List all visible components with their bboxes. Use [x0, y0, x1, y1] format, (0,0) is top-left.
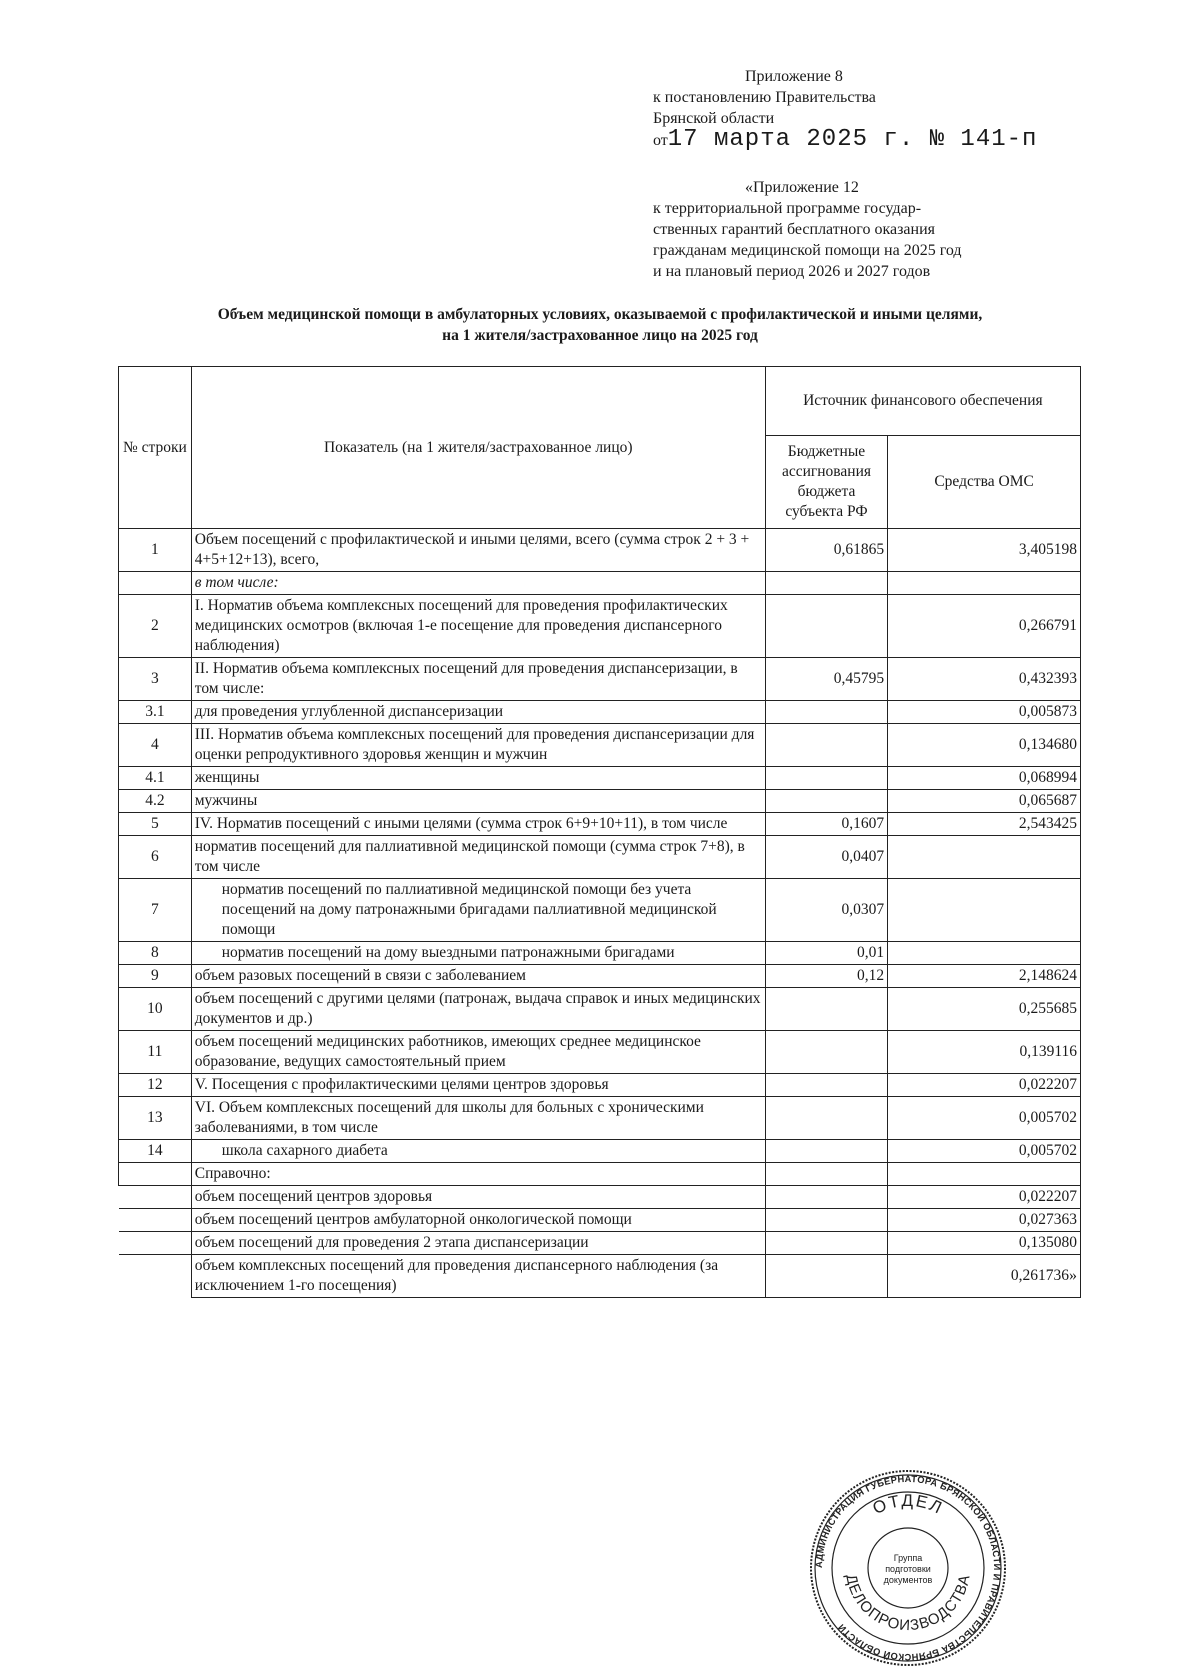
row-indicator: Справочно: — [191, 1163, 765, 1186]
row-budget — [765, 701, 887, 724]
row-budget — [765, 1097, 887, 1140]
resolution-date — [653, 126, 1053, 153]
row-oms: 0,022207 — [888, 1186, 1081, 1209]
row-number: 13 — [119, 1097, 192, 1140]
row-number — [119, 1232, 192, 1255]
program-line-3: гражданам медицинской помощи на 2025 год — [653, 242, 962, 259]
row-number: 5 — [119, 813, 192, 836]
table-row — [119, 1097, 1081, 1140]
row-oms: 0,135080 — [888, 1232, 1081, 1255]
title-line-1: Объем медицинской помощи в амбулаторных условиях, оказываемой с профилактической и иными целями, — [217, 306, 983, 323]
row-oms: 2,148624 — [888, 965, 1081, 988]
row-oms: 0,065687 — [888, 790, 1081, 813]
header-indicator: Показатель (на 1 жителя/застрахованное лицо) — [191, 367, 765, 529]
table-body — [119, 529, 1081, 1298]
row-oms: 3,405198 — [888, 529, 1081, 572]
row-oms: 2,543425 — [888, 813, 1081, 836]
row-number: 4.1 — [119, 767, 192, 790]
row-budget — [765, 790, 887, 813]
row-budget — [765, 595, 887, 658]
row-number: 8 — [119, 942, 192, 965]
row-budget — [765, 1186, 887, 1209]
appendix-header — [653, 66, 1053, 282]
row-budget — [765, 1255, 887, 1298]
row-indicator: школа сахарного диабета — [191, 1140, 765, 1163]
row-budget — [765, 1031, 887, 1074]
program-line-2: ственных гарантий бесплатного оказания — [653, 221, 935, 238]
table-row — [119, 965, 1081, 988]
row-oms — [888, 1163, 1081, 1186]
row-oms: 0,134680 — [888, 724, 1081, 767]
row-budget: 0,45795 — [765, 658, 887, 701]
program-line-4: и на плановый период 2026 и 2027 годов — [653, 263, 931, 280]
row-number: 9 — [119, 965, 192, 988]
row-budget: 0,1607 — [765, 813, 887, 836]
row-budget: 0,12 — [765, 965, 887, 988]
table-row — [119, 1163, 1081, 1186]
appendix12-label: «Приложение 12 — [745, 179, 859, 196]
row-number — [119, 1186, 192, 1209]
row-oms: 0,266791 — [888, 595, 1081, 658]
table-row — [119, 1255, 1081, 1298]
row-number — [119, 572, 192, 595]
row-indicator: мужчины — [191, 790, 765, 813]
row-indicator: объем посещений с другими целями (патронаж, выдача справок и иных медицинских документов и др.) — [191, 988, 765, 1031]
row-oms: 0,068994 — [888, 767, 1081, 790]
row-indicator: объем посещений для проведения 2 этапа диспансеризации — [191, 1232, 765, 1255]
row-number: 6 — [119, 836, 192, 879]
stamp-center-2: подготовки — [885, 1564, 931, 1574]
row-number: 14 — [119, 1140, 192, 1163]
header-row-num: № строки — [119, 367, 192, 529]
table-row — [119, 529, 1081, 572]
row-number: 4 — [119, 724, 192, 767]
row-oms — [888, 572, 1081, 595]
row-indicator: для проведения углубленной диспансеризации — [191, 701, 765, 724]
stamp-center-1: Группа — [893, 1553, 923, 1563]
table-row — [119, 1232, 1081, 1255]
official-stamp — [808, 1468, 1008, 1668]
table-row — [119, 942, 1081, 965]
row-indicator: объем посещений медицинских работников, имеющих среднее медицинское образование, ведущих самостоятельный прием — [191, 1031, 765, 1074]
row-budget: 0,0407 — [765, 836, 887, 879]
row-number: 7 — [119, 879, 192, 942]
row-oms: 0,005702 — [888, 1097, 1081, 1140]
region: Брянской области — [653, 110, 775, 127]
table-row — [119, 658, 1081, 701]
row-budget: 0,01 — [765, 942, 887, 965]
row-budget — [765, 1163, 887, 1186]
row-budget: 0,61865 — [765, 529, 887, 572]
program-line-1: к территориальной программе государ- — [653, 200, 922, 217]
row-budget — [765, 988, 887, 1031]
table-row — [119, 767, 1081, 790]
table-row — [119, 595, 1081, 658]
table-row — [119, 1074, 1081, 1097]
table-row — [119, 790, 1081, 813]
row-oms — [888, 942, 1081, 965]
row-oms: 0,261736» — [888, 1255, 1081, 1298]
row-number: 1 — [119, 529, 192, 572]
header-oms: Средства ОМС — [888, 436, 1081, 529]
row-indicator: норматив посещений по паллиативной медицинской помощи без учета посещений на дому патронажными бригадами паллиативной медицинской помощи — [191, 879, 765, 942]
row-number: 3 — [119, 658, 192, 701]
table-row — [119, 879, 1081, 942]
table-row — [119, 1209, 1081, 1232]
row-indicator: норматив посещений для паллиативной медицинской помощи (сумма строк 7+8), в том числе — [191, 836, 765, 879]
row-budget — [765, 1209, 887, 1232]
row-number — [119, 1163, 192, 1186]
closing-quote: » — [1069, 1267, 1077, 1284]
row-number: 10 — [119, 988, 192, 1031]
row-indicator: II. Норматив объема комплексных посещений для проведения диспансеризации, в том числе: — [191, 658, 765, 701]
appendix-number: Приложение 8 — [745, 68, 843, 85]
row-number — [119, 1255, 192, 1298]
stamp-arc-bottom: ДЕЛОПРОИЗВОДСТВА — [842, 1572, 974, 1635]
row-budget — [765, 1074, 887, 1097]
table-row — [119, 701, 1081, 724]
table-row — [119, 1140, 1081, 1163]
to-resolution: к постановлению Правительства — [653, 89, 876, 106]
row-indicator: V. Посещения с профилактическими целями центров здоровья — [191, 1074, 765, 1097]
stamp-outer-text: АДМИНИСТРАЦИЯ ГУБЕРНАТОРА БРЯНСКОЙ ОБЛАСТИ И ПРАВИТЕЛЬСТВА БРЯНСКОЙ ОБЛАСТИ — [813, 1473, 1003, 1663]
row-number: 3.1 — [119, 701, 192, 724]
row-indicator: III. Норматив объема комплексных посещений для проведения диспансеризации для оценки репродуктивного здоровья женщин и мужчин — [191, 724, 765, 767]
row-number: 11 — [119, 1031, 192, 1074]
table-row — [119, 988, 1081, 1031]
row-number: 2 — [119, 595, 192, 658]
row-indicator: объем посещений центров амбулаторной онкологической помощи — [191, 1209, 765, 1232]
row-budget — [765, 1140, 887, 1163]
row-budget — [765, 1232, 887, 1255]
table-row — [119, 572, 1081, 595]
row-number — [119, 1209, 192, 1232]
table-row — [119, 724, 1081, 767]
row-indicator: Объем посещений с профилактической и иными целями, всего (сумма строк 2 + 3 + 4+5+12+13), всего, — [191, 529, 765, 572]
row-indicator: норматив посещений на дому выездными патронажными бригадами — [191, 942, 765, 965]
row-budget — [765, 767, 887, 790]
row-indicator: женщины — [191, 767, 765, 790]
title-line-2: на 1 жителя/застрахованное лицо на 2025 год — [442, 327, 758, 344]
table-row — [119, 836, 1081, 879]
header-budget: Бюджетные ассигнования бюджета субъекта РФ — [765, 436, 887, 529]
row-oms: 0,139116 — [888, 1031, 1081, 1074]
row-oms: 0,432393 — [888, 658, 1081, 701]
stamp-dept: ОТДЕЛ — [869, 1490, 947, 1519]
row-indicator: объем разовых посещений в связи с заболеванием — [191, 965, 765, 988]
row-oms: 0,022207 — [888, 1074, 1081, 1097]
document-title — [60, 304, 1140, 346]
row-indicator: IV. Норматив посещений с иными целями (сумма строк 6+9+10+11), в том числе — [191, 813, 765, 836]
row-budget — [765, 572, 887, 595]
row-indicator: I. Норматив объема комплексных посещений для проведения профилактических медицинских осмотров (включая 1-е посещение для проведения диспансерного наблюдения) — [191, 595, 765, 658]
row-number: 12 — [119, 1074, 192, 1097]
table-row — [119, 1186, 1081, 1209]
row-budget: 0,0307 — [765, 879, 887, 942]
row-indicator: в том числе: — [191, 572, 765, 595]
table-row — [119, 813, 1081, 836]
row-indicator: объем посещений центров здоровья — [191, 1186, 765, 1209]
row-oms — [888, 879, 1081, 942]
row-indicator: объем комплексных посещений для проведения диспансерного наблюдения (за исключением 1-го посещения) — [191, 1255, 765, 1298]
row-oms: 0,027363 — [888, 1209, 1081, 1232]
stamp-center-3: документов — [883, 1575, 933, 1585]
row-oms: 0,005873 — [888, 701, 1081, 724]
table-row — [119, 1031, 1081, 1074]
row-oms: 0,005702 — [888, 1140, 1081, 1163]
row-oms — [888, 836, 1081, 879]
row-oms: 0,255685 — [888, 988, 1081, 1031]
volume-table — [118, 366, 1081, 1298]
date-prefix: от — [653, 132, 668, 149]
row-number: 4.2 — [119, 790, 192, 813]
row-indicator: VI. Объем комплексных посещений для школы для больных с хроническими заболеваниями, в том числе — [191, 1097, 765, 1140]
row-budget — [765, 724, 887, 767]
header-source: Источник финансового обеспечения — [765, 367, 1080, 436]
date-typed: 17 марта 2025 г. № 141-п — [667, 126, 1038, 153]
